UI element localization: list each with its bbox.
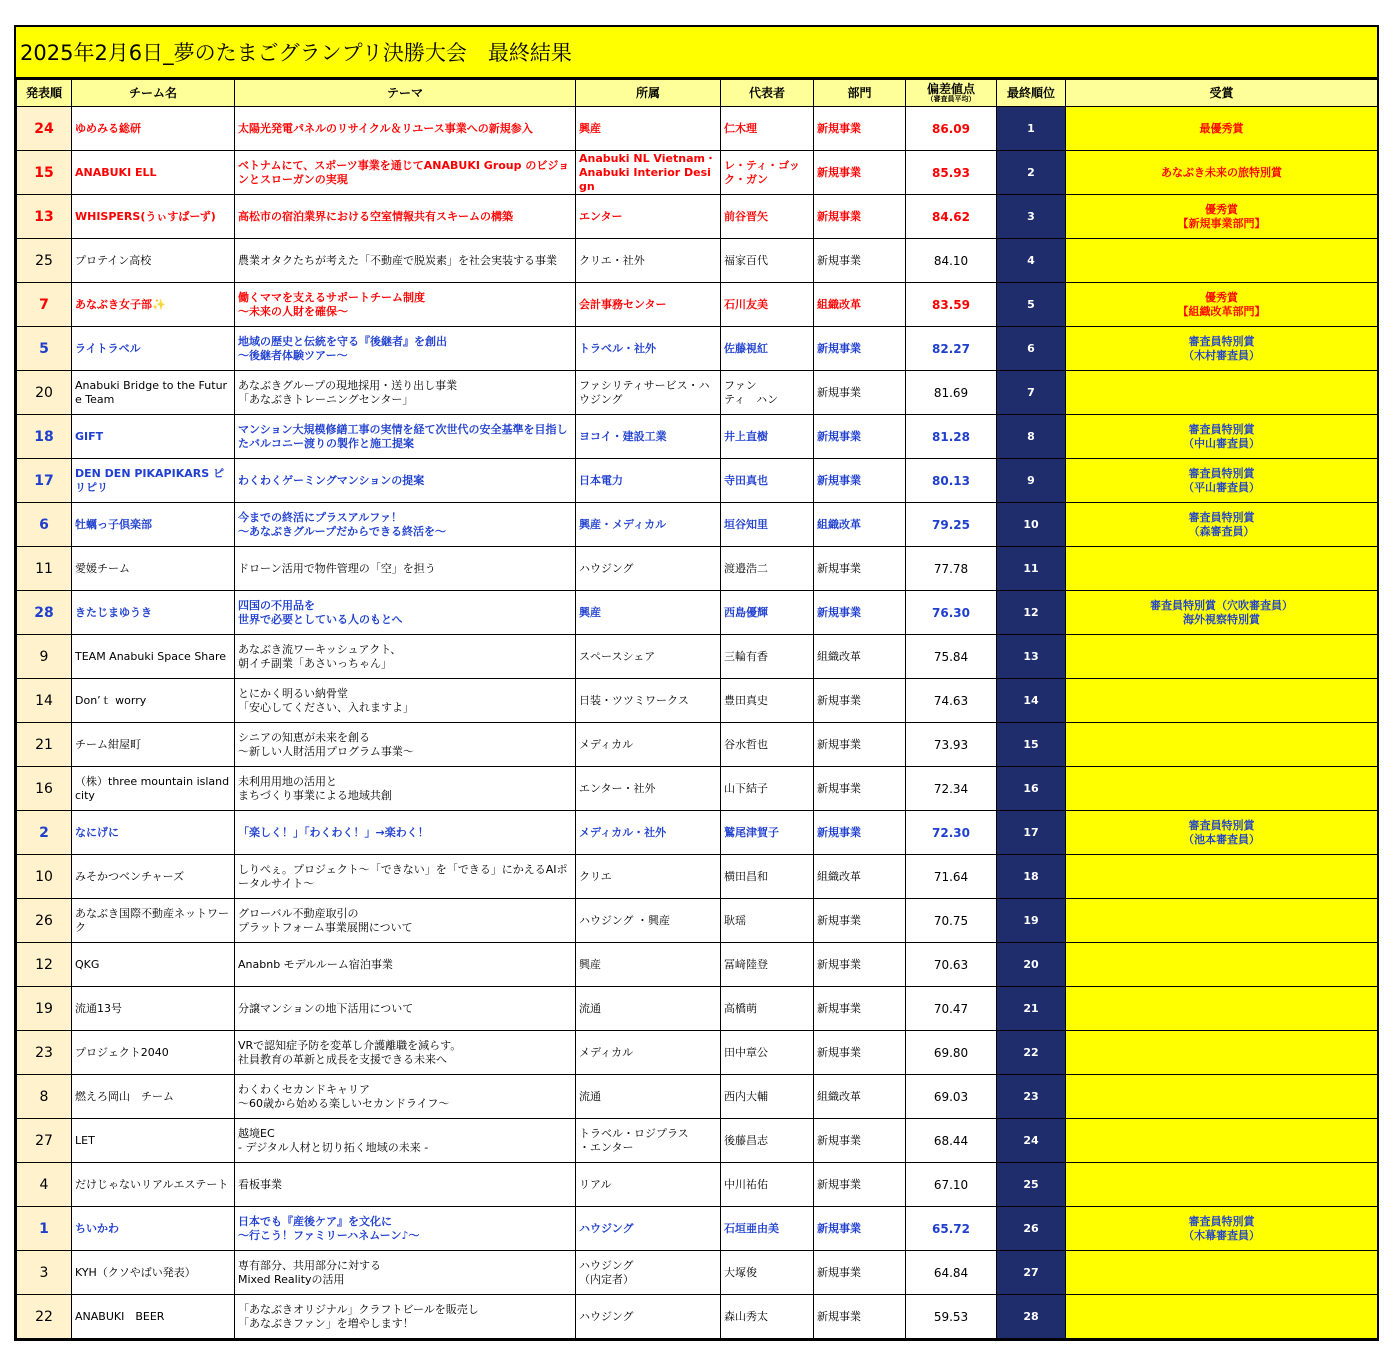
order-cell: 19 <box>17 987 72 1031</box>
representative-cell: 冨﨑陸登 <box>721 943 814 987</box>
affiliation-cell: ハウジング <box>576 1295 721 1339</box>
representative-cell: 森山秀太 <box>721 1295 814 1339</box>
score-cell: 64.84 <box>906 1251 997 1295</box>
rank-cell: 17 <box>997 811 1066 855</box>
award-cell <box>1066 899 1378 943</box>
division-cell: 新規事業 <box>814 459 906 503</box>
order-cell: 13 <box>17 195 72 239</box>
representative-cell: 佐藤視紅 <box>721 327 814 371</box>
representative-cell: 高橋萌 <box>721 987 814 1031</box>
score-cell: 65.72 <box>906 1207 997 1251</box>
table-row <box>17 283 1378 327</box>
award-cell <box>1066 987 1378 1031</box>
rank-cell: 19 <box>997 899 1066 943</box>
division-cell: 新規事業 <box>814 415 906 459</box>
division-cell: 新規事業 <box>814 1295 906 1339</box>
award-cell: 審査員特別賞 （平山審査員） <box>1066 459 1378 503</box>
affiliation-cell: メディカル <box>576 723 721 767</box>
table-row <box>17 1031 1378 1075</box>
team-name-cell: Anabuki Bridge to the Future Team <box>72 371 235 415</box>
team-name-cell: なにげに <box>72 811 235 855</box>
division-cell: 新規事業 <box>814 239 906 283</box>
award-cell: 審査員特別賞 （中山審査員） <box>1066 415 1378 459</box>
rank-cell: 26 <box>997 1207 1066 1251</box>
theme-cell: わくわくゲーミングマンションの提案 <box>235 459 576 503</box>
division-cell: 組織改革 <box>814 635 906 679</box>
affiliation-cell: クリエ・社外 <box>576 239 721 283</box>
team-name-cell: 牡蠣っ子倶楽部 <box>72 503 235 547</box>
theme-cell: 越境EC - デジタル人材と切り拓く地域の未来 - <box>235 1119 576 1163</box>
team-name-cell: DEN DEN PIKAPIKARS ピリピリ <box>72 459 235 503</box>
award-cell <box>1066 855 1378 899</box>
representative-cell: 福家百代 <box>721 239 814 283</box>
representative-cell: 谷水哲也 <box>721 723 814 767</box>
award-cell: 審査員特別賞 （木幕審査員） <box>1066 1207 1378 1251</box>
order-cell: 2 <box>17 811 72 855</box>
representative-cell: 渡邉浩二 <box>721 547 814 591</box>
team-name-cell: 燃えろ岡山 チーム <box>72 1075 235 1119</box>
table-row <box>17 1163 1378 1207</box>
affiliation-cell: トラベル・ロジプラス ・エンター <box>576 1119 721 1163</box>
rank-cell: 16 <box>997 767 1066 811</box>
division-cell: 新規事業 <box>814 1251 906 1295</box>
score-cell: 76.30 <box>906 591 997 635</box>
rank-cell: 15 <box>997 723 1066 767</box>
team-name-cell: GIFT <box>72 415 235 459</box>
affiliation-cell: トラベル・社外 <box>576 327 721 371</box>
order-cell: 12 <box>17 943 72 987</box>
theme-cell: しりぺぇ。プロジェクト～「できない」を「できる」にかえるAIポータルサイト～ <box>235 855 576 899</box>
division-cell: 新規事業 <box>814 943 906 987</box>
affiliation-cell: Anabuki NL Vietnam・ Anabuki Interior Design <box>576 151 721 195</box>
award-cell <box>1066 1251 1378 1295</box>
representative-cell: 仁木理 <box>721 107 814 151</box>
representative-cell: 豊田真史 <box>721 679 814 723</box>
table-row <box>17 635 1378 679</box>
affiliation-cell: 流通 <box>576 1075 721 1119</box>
table-row <box>17 723 1378 767</box>
table-row <box>17 1075 1378 1119</box>
award-cell: あなぶき未来の旅特別賞 <box>1066 151 1378 195</box>
order-cell: 28 <box>17 591 72 635</box>
representative-cell: 石垣亜由美 <box>721 1207 814 1251</box>
representative-cell: 石川友美 <box>721 283 814 327</box>
team-name-cell: TEAM Anabuki Space Share <box>72 635 235 679</box>
affiliation-cell: ハウジング <box>576 1207 721 1251</box>
order-cell: 9 <box>17 635 72 679</box>
header-order: 発表順 <box>17 80 72 107</box>
score-cell: 69.03 <box>906 1075 997 1119</box>
order-cell: 10 <box>17 855 72 899</box>
theme-cell: 高松市の宿泊業界における空室情報共有スキームの構築 <box>235 195 576 239</box>
division-cell: 新規事業 <box>814 1119 906 1163</box>
team-name-cell: きたじまゆうき <box>72 591 235 635</box>
affiliation-cell: ハウジング <box>576 547 721 591</box>
affiliation-cell: エンター・社外 <box>576 767 721 811</box>
score-cell: 70.47 <box>906 987 997 1031</box>
award-cell <box>1066 239 1378 283</box>
theme-cell: わくわくセカンドキャリア ～60歳から始める楽しいセカンドライフ～ <box>235 1075 576 1119</box>
order-cell: 8 <box>17 1075 72 1119</box>
table-row <box>17 855 1378 899</box>
table-row <box>17 415 1378 459</box>
team-name-cell: ライトラベル <box>72 327 235 371</box>
division-cell: 新規事業 <box>814 547 906 591</box>
award-cell: 優秀賞 【新規事業部門】 <box>1066 195 1378 239</box>
rank-cell: 13 <box>997 635 1066 679</box>
theme-cell: 四国の不用品を 世界で必要としている人のもとへ <box>235 591 576 635</box>
table-row <box>17 899 1378 943</box>
team-name-cell: ゆめみる総研 <box>72 107 235 151</box>
order-cell: 22 <box>17 1295 72 1339</box>
team-name-cell: （株）three mountain island city <box>72 767 235 811</box>
title-bar <box>16 27 1377 79</box>
rank-cell: 9 <box>997 459 1066 503</box>
division-cell: 新規事業 <box>814 987 906 1031</box>
score-cell: 74.63 <box>906 679 997 723</box>
theme-cell: 分譲マンションの地下活用について <box>235 987 576 1031</box>
theme-cell: シニアの知恵が未来を創る ～新しい人財活用プログラム事業～ <box>235 723 576 767</box>
representative-cell: 田中章公 <box>721 1031 814 1075</box>
team-name-cell: ANABUKI BEER <box>72 1295 235 1339</box>
theme-cell: ベトナムにて、スポーツ事業を通じてANABUKI Group のビジョンとスローガンの実現 <box>235 151 576 195</box>
header-score-label: 偏差値点 <box>926 82 975 96</box>
order-cell: 11 <box>17 547 72 591</box>
theme-cell: 未利用用地の活用と まちづくり事業による地域共創 <box>235 767 576 811</box>
score-cell: 84.10 <box>906 239 997 283</box>
rank-cell: 20 <box>997 943 1066 987</box>
award-cell <box>1066 635 1378 679</box>
results-table <box>16 79 1378 1339</box>
division-cell: 組織改革 <box>814 855 906 899</box>
score-cell: 79.25 <box>906 503 997 547</box>
award-cell <box>1066 1031 1378 1075</box>
table-row <box>17 107 1378 151</box>
order-cell: 1 <box>17 1207 72 1251</box>
representative-cell: 西内大輔 <box>721 1075 814 1119</box>
affiliation-cell: 日装・ツツミワークス <box>576 679 721 723</box>
order-cell: 6 <box>17 503 72 547</box>
header-representative: 代表者 <box>721 80 814 107</box>
affiliation-cell: ハウジング （内定者） <box>576 1251 721 1295</box>
rank-cell: 1 <box>997 107 1066 151</box>
affiliation-cell: ヨコイ・建設工業 <box>576 415 721 459</box>
theme-cell: ドローン活用で物件管理の「空」を担う <box>235 547 576 591</box>
team-name-cell: QKG <box>72 943 235 987</box>
division-cell: 新規事業 <box>814 327 906 371</box>
table-row <box>17 151 1378 195</box>
table-row <box>17 1119 1378 1163</box>
award-cell <box>1066 1119 1378 1163</box>
division-cell: 新規事業 <box>814 1031 906 1075</box>
representative-cell: 山下結子 <box>721 767 814 811</box>
affiliation-cell: 会計事務センター <box>576 283 721 327</box>
team-name-cell: WHISPERS(うぃすぱーず) <box>72 195 235 239</box>
header-award: 受賞 <box>1066 80 1378 107</box>
order-cell: 23 <box>17 1031 72 1075</box>
theme-cell: 地域の歴史と伝統を守る『後継者』を創出 ～後継者体験ツアー～ <box>235 327 576 371</box>
score-cell: 86.09 <box>906 107 997 151</box>
rank-cell: 6 <box>997 327 1066 371</box>
award-cell <box>1066 943 1378 987</box>
score-cell: 81.28 <box>906 415 997 459</box>
team-name-cell: ANABUKI ELL <box>72 151 235 195</box>
team-name-cell: Don’ｔ worry <box>72 679 235 723</box>
team-name-cell: プロジェクト2040 <box>72 1031 235 1075</box>
affiliation-cell: 興産 <box>576 107 721 151</box>
order-cell: 15 <box>17 151 72 195</box>
team-name-cell: ちいかわ <box>72 1207 235 1251</box>
theme-cell: 看板事業 <box>235 1163 576 1207</box>
theme-cell: あなぶき流ワーキッシュアクト、 朝イチ副業「あさいっちゃん」 <box>235 635 576 679</box>
score-cell: 59.53 <box>906 1295 997 1339</box>
score-cell: 85.93 <box>906 151 997 195</box>
division-cell: 新規事業 <box>814 1163 906 1207</box>
team-name-cell: みそかつベンチャーズ <box>72 855 235 899</box>
header-row <box>17 80 1378 107</box>
representative-cell: ファン ティ ハン <box>721 371 814 415</box>
theme-cell: 今までの終活にプラスアルファ！ ～あなぶきグループだからできる終活を～ <box>235 503 576 547</box>
division-cell: 組織改革 <box>814 1075 906 1119</box>
division-cell: 新規事業 <box>814 1207 906 1251</box>
award-cell <box>1066 1295 1378 1339</box>
theme-cell: マンション大規模修繕工事の実情を経て次世代の安全基準を目指したバルコニー渡りの製作と施工提案 <box>235 415 576 459</box>
table-row <box>17 371 1378 415</box>
representative-cell: 鷲尾津賀子 <box>721 811 814 855</box>
division-cell: 新規事業 <box>814 899 906 943</box>
theme-cell: Anabnb モデルルーム宿泊事業 <box>235 943 576 987</box>
order-cell: 21 <box>17 723 72 767</box>
table-row <box>17 239 1378 283</box>
representative-cell: 前谷晋矢 <box>721 195 814 239</box>
rank-cell: 8 <box>997 415 1066 459</box>
table-row <box>17 1251 1378 1295</box>
affiliation-cell: 日本電力 <box>576 459 721 503</box>
theme-cell: 「楽しく！」「わくわく！」→楽わく！ <box>235 811 576 855</box>
score-cell: 71.64 <box>906 855 997 899</box>
team-name-cell: プロテイン高校 <box>72 239 235 283</box>
score-cell: 67.10 <box>906 1163 997 1207</box>
award-cell: 最優秀賞 <box>1066 107 1378 151</box>
division-cell: 新規事業 <box>814 107 906 151</box>
representative-cell: 後藤昌志 <box>721 1119 814 1163</box>
rank-cell: 4 <box>997 239 1066 283</box>
award-cell <box>1066 371 1378 415</box>
table-row <box>17 547 1378 591</box>
award-cell: 審査員特別賞 （森審査員） <box>1066 503 1378 547</box>
rank-cell: 2 <box>997 151 1066 195</box>
team-name-cell: あなぶき国際不動産ネットワーク <box>72 899 235 943</box>
award-cell: 審査員特別賞 （木村審査員） <box>1066 327 1378 371</box>
representative-cell: 西島優輝 <box>721 591 814 635</box>
table-row <box>17 987 1378 1031</box>
score-cell: 75.84 <box>906 635 997 679</box>
table-row <box>17 591 1378 635</box>
award-cell <box>1066 547 1378 591</box>
table-row <box>17 1207 1378 1251</box>
order-cell: 27 <box>17 1119 72 1163</box>
rank-cell: 25 <box>997 1163 1066 1207</box>
header-rank: 最終順位 <box>997 80 1066 107</box>
order-cell: 20 <box>17 371 72 415</box>
rank-cell: 27 <box>997 1251 1066 1295</box>
header-team: チーム名 <box>72 80 235 107</box>
affiliation-cell: 興産・メディカル <box>576 503 721 547</box>
rank-cell: 22 <box>997 1031 1066 1075</box>
rank-cell: 24 <box>997 1119 1066 1163</box>
team-name-cell: あなぶき女子部✨ <box>72 283 235 327</box>
division-cell: 新規事業 <box>814 591 906 635</box>
header-affiliation: 所属 <box>576 80 721 107</box>
affiliation-cell: 流通 <box>576 987 721 1031</box>
score-cell: 70.75 <box>906 899 997 943</box>
division-cell: 新規事業 <box>814 151 906 195</box>
rank-cell: 12 <box>997 591 1066 635</box>
theme-cell: VRで認知症予防を変革し介護離職を減らす。 社員教育の革新と成長を支援できる未来へ <box>235 1031 576 1075</box>
order-cell: 5 <box>17 327 72 371</box>
team-name-cell: だけじゃないリアルエステート <box>72 1163 235 1207</box>
order-cell: 26 <box>17 899 72 943</box>
representative-cell: 垣谷知里 <box>721 503 814 547</box>
score-cell: 84.62 <box>906 195 997 239</box>
theme-cell: 太陽光発電パネルのリサイクル＆リユース事業への新規参入 <box>235 107 576 151</box>
score-cell: 72.30 <box>906 811 997 855</box>
award-cell: 審査員特別賞（穴吹審査員） 海外視察特別賞 <box>1066 591 1378 635</box>
affiliation-cell: クリエ <box>576 855 721 899</box>
table-row <box>17 459 1378 503</box>
rank-cell: 11 <box>997 547 1066 591</box>
theme-cell: 農業オタクたちが考えた「不動産で脱炭素」を社会実装する事業 <box>235 239 576 283</box>
representative-cell: 耿瑶 <box>721 899 814 943</box>
score-cell: 68.44 <box>906 1119 997 1163</box>
rank-cell: 5 <box>997 283 1066 327</box>
affiliation-cell: メディカル・社外 <box>576 811 721 855</box>
order-cell: 17 <box>17 459 72 503</box>
order-cell: 14 <box>17 679 72 723</box>
header-score <box>906 80 997 107</box>
division-cell: 新規事業 <box>814 767 906 811</box>
award-cell <box>1066 723 1378 767</box>
order-cell: 16 <box>17 767 72 811</box>
results-sheet <box>14 25 1379 1341</box>
representative-cell: 中川祐佑 <box>721 1163 814 1207</box>
award-cell: 優秀賞 【組織改革部門】 <box>1066 283 1378 327</box>
order-cell: 25 <box>17 239 72 283</box>
rank-cell: 21 <box>997 987 1066 1031</box>
affiliation-cell: リアル <box>576 1163 721 1207</box>
theme-cell: グローバル不動産取引の プラットフォーム事業展開について <box>235 899 576 943</box>
table-row <box>17 195 1378 239</box>
team-name-cell: 愛媛チーム <box>72 547 235 591</box>
theme-cell: とにかく明るい納骨堂 「安心してください、入れますよ」 <box>235 679 576 723</box>
order-cell: 4 <box>17 1163 72 1207</box>
division-cell: 新規事業 <box>814 811 906 855</box>
representative-cell: 井上直樹 <box>721 415 814 459</box>
award-cell: 審査員特別賞 （池本審査員） <box>1066 811 1378 855</box>
team-name-cell: 流通13号 <box>72 987 235 1031</box>
affiliation-cell: メディカル <box>576 1031 721 1075</box>
table-row <box>17 1295 1378 1339</box>
division-cell: 組織改革 <box>814 283 906 327</box>
rank-cell: 10 <box>997 503 1066 547</box>
score-cell: 83.59 <box>906 283 997 327</box>
header-division: 部門 <box>814 80 906 107</box>
order-cell: 18 <box>17 415 72 459</box>
representative-cell: レ・ティ・ゴック・ガン <box>721 151 814 195</box>
table-row <box>17 811 1378 855</box>
score-cell: 77.78 <box>906 547 997 591</box>
rank-cell: 14 <box>997 679 1066 723</box>
representative-cell: 三輪有香 <box>721 635 814 679</box>
header-score-sub: （審査員平均） <box>926 95 976 103</box>
representative-cell: 横田昌和 <box>721 855 814 899</box>
theme-cell: 専有部分、共用部分に対する Mixed Realityの活用 <box>235 1251 576 1295</box>
theme-cell: あなぶきグループの現地採用・送り出し事業 「あなぶきトレーニングセンター」 <box>235 371 576 415</box>
affiliation-cell: ファシリティサービス・ハウジング <box>576 371 721 415</box>
score-cell: 72.34 <box>906 767 997 811</box>
rank-cell: 28 <box>997 1295 1066 1339</box>
theme-cell: 「あなぶきオリジナル」クラフトビールを販売し 「あなぶきファン」を増やします！ <box>235 1295 576 1339</box>
affiliation-cell: 興産 <box>576 591 721 635</box>
representative-cell: 寺田真也 <box>721 459 814 503</box>
award-cell <box>1066 1075 1378 1119</box>
score-cell: 82.27 <box>906 327 997 371</box>
theme-cell: 働くママを支えるサポートチーム制度 ～未来の人財を確保～ <box>235 283 576 327</box>
table-row <box>17 503 1378 547</box>
rank-cell: 18 <box>997 855 1066 899</box>
rank-cell: 23 <box>997 1075 1066 1119</box>
division-cell: 新規事業 <box>814 195 906 239</box>
rank-cell: 7 <box>997 371 1066 415</box>
affiliation-cell: スペースシェア <box>576 635 721 679</box>
theme-cell: 日本でも『産後ケア』を文化に ～行こう！ファミリーハネムーン♪～ <box>235 1207 576 1251</box>
table-row <box>17 679 1378 723</box>
team-name-cell: KYH（クソやばい発表） <box>72 1251 235 1295</box>
division-cell: 新規事業 <box>814 371 906 415</box>
award-cell <box>1066 1163 1378 1207</box>
score-cell: 69.80 <box>906 1031 997 1075</box>
team-name-cell: チーム紺屋町 <box>72 723 235 767</box>
division-cell: 新規事業 <box>814 723 906 767</box>
award-cell <box>1066 679 1378 723</box>
order-cell: 7 <box>17 283 72 327</box>
page-title: 2025年2月6日_夢のたまごグランプリ決勝大会 最終結果 <box>20 41 572 65</box>
score-cell: 80.13 <box>906 459 997 503</box>
affiliation-cell: 興産 <box>576 943 721 987</box>
order-cell: 3 <box>17 1251 72 1295</box>
division-cell: 組織改革 <box>814 503 906 547</box>
representative-cell: 大塚俊 <box>721 1251 814 1295</box>
score-cell: 81.69 <box>906 371 997 415</box>
score-cell: 70.63 <box>906 943 997 987</box>
affiliation-cell: ハウジング ・興産 <box>576 899 721 943</box>
table-row <box>17 767 1378 811</box>
award-cell <box>1066 767 1378 811</box>
division-cell: 新規事業 <box>814 679 906 723</box>
team-name-cell: LET <box>72 1119 235 1163</box>
table-row <box>17 327 1378 371</box>
order-cell: 24 <box>17 107 72 151</box>
header-theme: テーマ <box>235 80 576 107</box>
table-row <box>17 943 1378 987</box>
affiliation-cell: エンター <box>576 195 721 239</box>
score-cell: 73.93 <box>906 723 997 767</box>
rank-cell: 3 <box>997 195 1066 239</box>
